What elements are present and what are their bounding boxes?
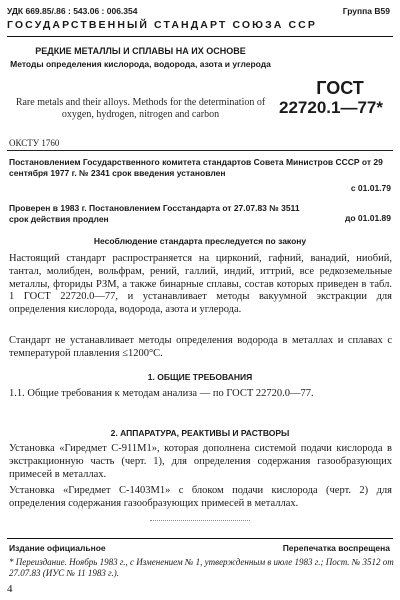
scope-paragraph: Настоящий стандарт распространяется на цирконий, гафний, ванадий, ниобий, тантал, молибден, вольфрам, рений, галлий, индий, иттрий, все редкоземельные металлы, фториды РЗМ, а также бинарные сплавы, состав которых приведен в табл. 1 ГОСТ 22720.0—77, и устанавливает методы вакуумной экстракции для определения кислорода, водорода, азота и углерода. [9, 253, 392, 316]
page-number: 4 [7, 583, 13, 595]
expiry-date: до 01.01.89 [344, 213, 391, 223]
section-rule [7, 150, 393, 151]
general-requirements-paragraph: 1.1. Общие требования к методам анализа — по ГОСТ 22720.0—77. [9, 388, 314, 399]
subtitle-russian: Методы определения кислорода, водорода, азота и углерода [10, 59, 271, 69]
udk-code: УДК 669.85/.86 : 543.06 : 006.354 [7, 6, 138, 16]
gost-label: ГОСТ [316, 78, 364, 98]
effective-date: с 01.01.79 [350, 183, 391, 193]
reissue-footnote: * Переиздание. Ноябрь 1983 г., с Изменением № 1, утвержденным в июле 1983 г.; Пост. № 3512 от 27.07.83 (ИУС № 11 1983 г.). [9, 557, 394, 578]
footer-rule [7, 538, 393, 539]
official-edition-label: Издание официальное [9, 543, 106, 553]
header-rule [7, 36, 393, 37]
standard-union-heading: ГОСУДАРСТВЕННЫЙ СТАНДАРТ СОЮЗА ССР [7, 19, 317, 31]
title-english: Rare metals and their alloys. Methods for the determination of oxygen, hydrogen, nitrogen and carbon [15, 97, 266, 120]
section-heading-apparatus: 2. АППАРАТУРА, РЕАКТИВЫ И РАСТВОРЫ [110, 428, 290, 438]
exclusion-paragraph: Стандарт не устанавливает методы определения водорода в металлах и сплавах с температурой плавления ≤1200°С. [9, 335, 392, 359]
gost-number: 22720.1—77* [279, 98, 383, 117]
legal-notice: Несоблюдение стандарта преследуется по закону [93, 236, 307, 246]
section-heading-general: 1. ОБЩИЕ ТРЕБОВАНИЯ [147, 372, 253, 382]
extension-text: Проверен в 1983 г. Постановлением Госстандарта от 27.07.83 № 3511 срок действия продлен [9, 203, 300, 224]
group-code: Группа В59 [342, 6, 390, 16]
apparatus-paragraph-2: Установка «Гиредмет С-1403М1» с блоком подачи кислорода (черт. 2) для определения содержания газообразующих примесей в металлах. [9, 485, 392, 509]
printer-mark [150, 520, 250, 524]
apparatus-paragraph-1: Установка «Гиредмет С-911М1», которая дополнена системой подачи кислорода в экстракционную часть (черт. 1), для определения содержания газообразующих примесей в металлах. [9, 443, 392, 480]
approval-text: Постановлением Государственного комитета стандартов Совета Министров СССР от 29 сентября 1977 г. № 2341 срок введения установлен [9, 157, 383, 178]
reprint-prohibited-label: Перепечатка воспрещена [282, 543, 390, 553]
okstu-code: ОКСТУ 1760 [9, 138, 60, 148]
title-russian: РЕДКИЕ МЕТАЛЛЫ И СПЛАВЫ НА ИХ ОСНОВЕ [35, 46, 246, 56]
